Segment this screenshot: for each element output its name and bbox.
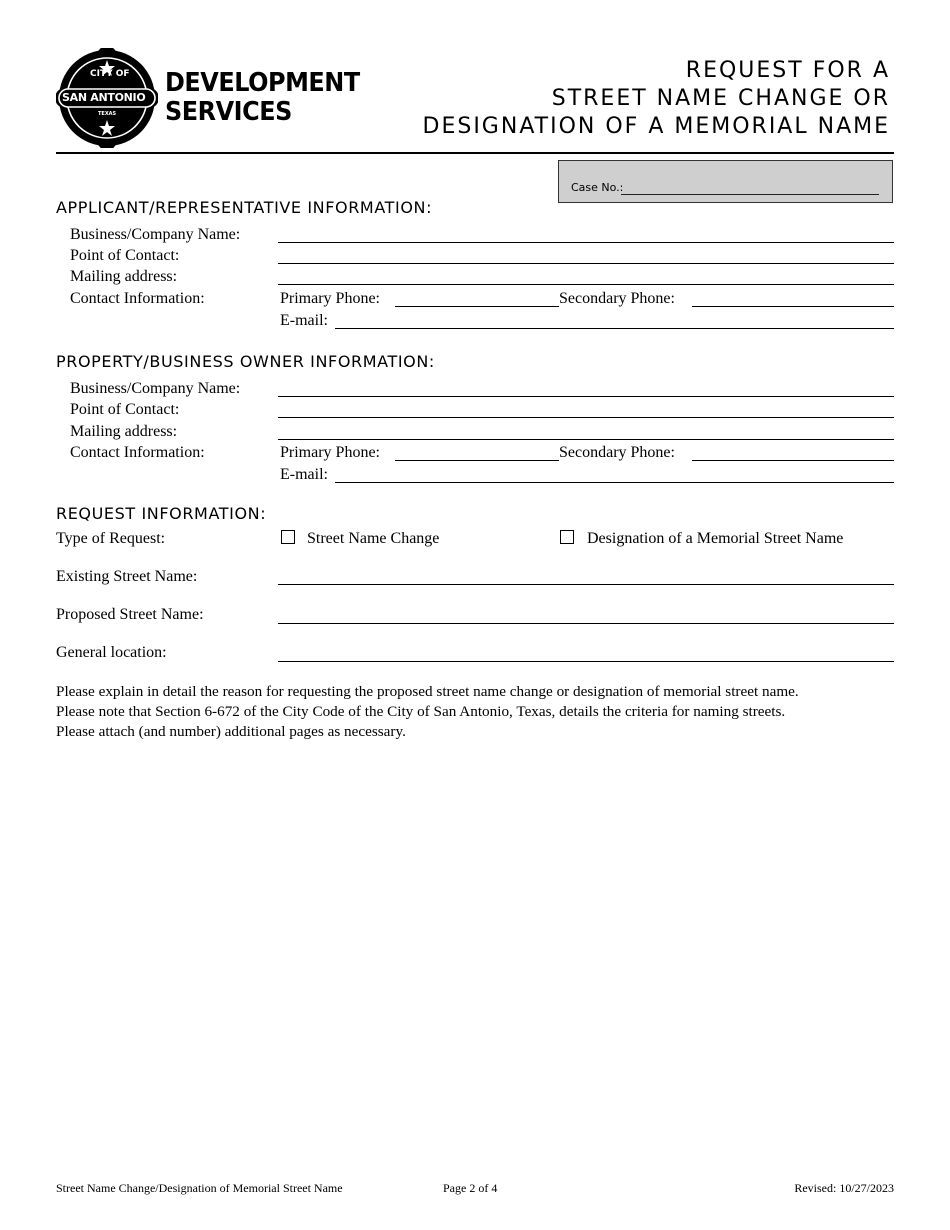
footer-page-number: Page 2 of 4 — [443, 1181, 498, 1195]
seal-text-bottom: TEXAS — [98, 111, 117, 117]
owner-email-label: E-mail: — [280, 466, 328, 483]
instructions-line-3: Please attach (and number) additional pages as necessary. — [56, 723, 406, 740]
street-name-change-checkbox[interactable] — [281, 530, 295, 544]
existing-street-name-label: Existing Street Name: — [56, 568, 198, 585]
request-section-heading: REQUEST INFORMATION: — [56, 504, 267, 523]
footer-revised-date: Revised: 10/27/2023 — [794, 1181, 894, 1195]
applicant-business-label: Business/Company Name: — [70, 226, 241, 243]
seal-text-top: CITY OF — [90, 69, 130, 79]
applicant-business-field[interactable] — [278, 242, 894, 243]
form-title-line-2: STREET NAME CHANGE OR — [551, 86, 890, 111]
owner-secondary-phone-label: Secondary Phone: — [559, 444, 675, 461]
case-number-label: Case No.: — [571, 181, 624, 194]
explanation-response-area[interactable] — [56, 750, 894, 1160]
header-divider — [56, 152, 894, 154]
applicant-secondary-phone-label: Secondary Phone: — [559, 290, 675, 307]
street-name-change-option-label: Street Name Change — [307, 530, 440, 547]
form-title-line-3: DESIGNATION OF A MEMORIAL NAME — [422, 114, 890, 139]
case-number-box — [558, 160, 893, 203]
brand-line-1: DEVELOPMENT — [165, 68, 360, 98]
applicant-primary-phone-field[interactable] — [395, 306, 559, 307]
owner-email-field[interactable] — [335, 482, 894, 483]
owner-contact-info-label: Contact Information: — [70, 444, 205, 461]
brand-line-2: SERVICES — [165, 97, 292, 127]
applicant-contact-point-label: Point of Contact: — [70, 247, 180, 264]
applicant-mailing-label: Mailing address: — [70, 268, 178, 285]
memorial-designation-option-label: Designation of a Memorial Street Name — [587, 530, 844, 547]
applicant-primary-phone-label: Primary Phone: — [280, 290, 380, 307]
form-title-line-1: REQUEST FOR A — [685, 58, 890, 83]
owner-business-field[interactable] — [278, 396, 894, 397]
seal-text-middle: SAN ANTONIO — [62, 91, 146, 104]
owner-secondary-phone-field[interactable] — [692, 460, 894, 461]
proposed-street-name-field[interactable] — [278, 623, 894, 624]
owner-mailing-label: Mailing address: — [70, 423, 178, 440]
applicant-secondary-phone-field[interactable] — [692, 306, 894, 307]
owner-mailing-field[interactable] — [278, 439, 894, 440]
instructions-line-2: Please note that Section 6-672 of the City Code of the City of San Antonio, Texas, details the criteria for naming streets. — [56, 703, 786, 720]
owner-primary-phone-field[interactable] — [395, 460, 559, 461]
general-location-field[interactable] — [278, 661, 894, 662]
owner-section-heading: PROPERTY/BUSINESS OWNER INFORMATION: — [56, 352, 435, 371]
owner-contact-point-field[interactable] — [278, 417, 894, 418]
request-type-label: Type of Request: — [56, 530, 166, 547]
applicant-mailing-field[interactable] — [278, 284, 894, 285]
applicant-contact-point-field[interactable] — [278, 263, 894, 264]
owner-contact-point-label: Point of Contact: — [70, 401, 180, 418]
case-number-field[interactable] — [621, 194, 879, 195]
applicant-section-heading: APPLICANT/REPRESENTATIVE INFORMATION: — [56, 198, 433, 217]
applicant-email-field[interactable] — [335, 328, 894, 329]
instructions-line-1: Please explain in detail the reason for requesting the proposed street name change or designation of memorial street name. — [56, 683, 799, 700]
footer-form-name: Street Name Change/Designation of Memorial Street Name — [56, 1181, 343, 1195]
proposed-street-name-label: Proposed Street Name: — [56, 606, 204, 623]
memorial-designation-checkbox[interactable] — [560, 530, 574, 544]
owner-business-label: Business/Company Name: — [70, 380, 241, 397]
owner-primary-phone-label: Primary Phone: — [280, 444, 380, 461]
applicant-contact-info-label: Contact Information: — [70, 290, 205, 307]
applicant-email-label: E-mail: — [280, 312, 328, 329]
general-location-label: General location: — [56, 644, 167, 661]
existing-street-name-field[interactable] — [278, 584, 894, 585]
